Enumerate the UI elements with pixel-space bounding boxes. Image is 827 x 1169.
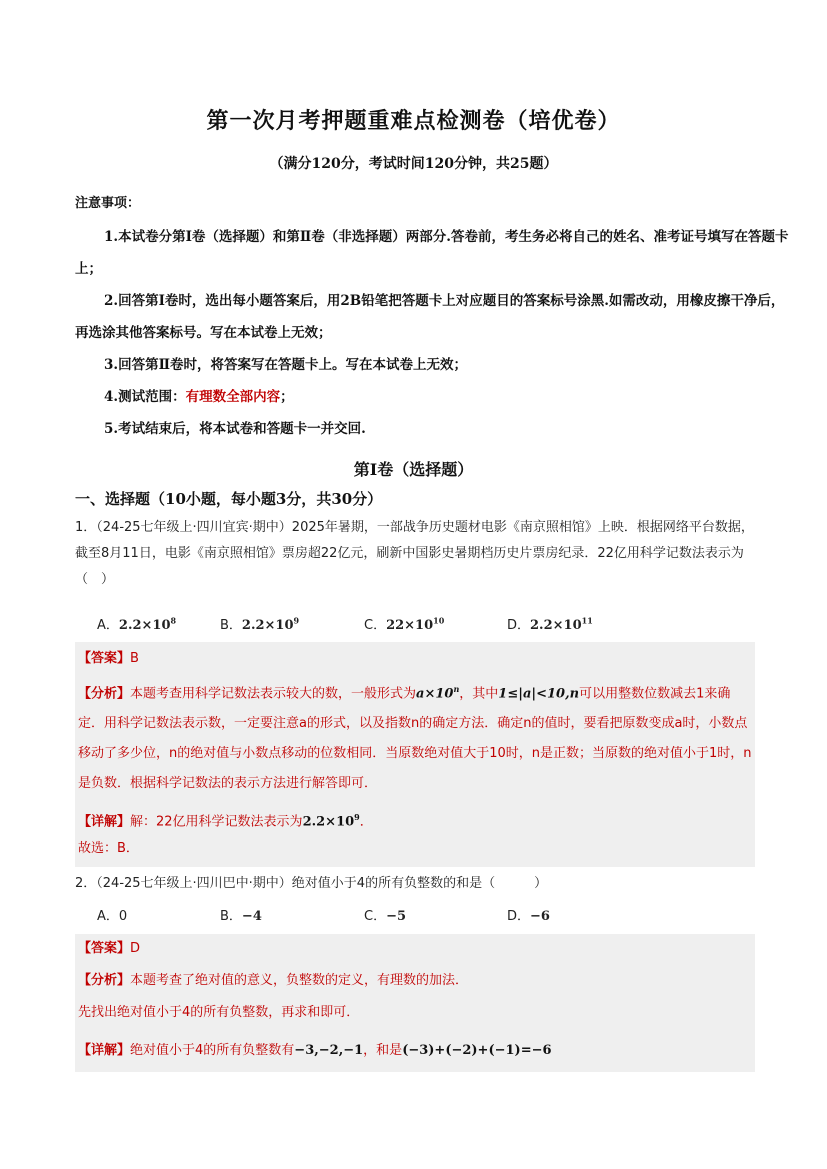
option-b-label: B． bbox=[220, 909, 242, 924]
option-a-label: A． bbox=[97, 618, 119, 633]
question-1-solution-box bbox=[75, 642, 755, 867]
answer-value: D bbox=[130, 941, 141, 956]
analysis-tag: 【分析】 bbox=[78, 973, 131, 988]
option-b bbox=[220, 905, 262, 924]
page-title: 第一次月考押题重难点检测卷（培优卷） bbox=[206, 108, 621, 134]
option-c bbox=[364, 905, 406, 924]
answer-tag: 【答案】 bbox=[78, 651, 131, 666]
option-b-exponent: 9 bbox=[293, 615, 300, 626]
note-item-3: 3.回答第Ⅱ卷时，将答案写在答题卡上。写在本试卷上无效； bbox=[104, 357, 467, 373]
analysis-form: a×10 bbox=[416, 686, 454, 702]
question-2-text: 2．（24-25七年级上·四川巴中·期中）绝对值小于4的所有负整数的和是（ ） bbox=[75, 876, 548, 891]
note-item-5: 5.考试结束后，将本试卷和答题卡一并交回. bbox=[104, 421, 366, 437]
q2-analysis bbox=[78, 966, 752, 996]
option-d bbox=[507, 614, 593, 633]
detail-numbers: −3,−2,−1 bbox=[294, 1043, 364, 1058]
option-d-value: −6 bbox=[530, 909, 550, 924]
analysis-tag: 【分析】 bbox=[78, 686, 131, 702]
option-a-value: 0 bbox=[118, 909, 128, 924]
option-c-label: C． bbox=[364, 909, 387, 924]
analysis-text-1: 本题考查用科学记数法表示较大的数，一般形式为 bbox=[130, 686, 417, 702]
option-a-label: A． bbox=[97, 909, 119, 924]
answer-value: B bbox=[130, 651, 139, 666]
analysis-text: 本题考查了绝对值的意义，负整数的定义，有理数的加法． bbox=[130, 973, 469, 988]
q1-answer bbox=[78, 644, 752, 674]
option-b-label: B． bbox=[220, 618, 242, 633]
detail-tag: 【详解】 bbox=[78, 1043, 131, 1058]
option-d bbox=[507, 905, 550, 924]
option-d-label: D． bbox=[507, 618, 531, 633]
analysis-text-2: ，其中 bbox=[459, 686, 499, 702]
option-a-mantissa: 2.2×10 bbox=[118, 618, 171, 633]
analysis-condition: 1≤|a|<10,n bbox=[498, 686, 580, 702]
analysis-text-3: 可以用整数位数减去1来确定．用科学记数法表示数，一定要注意a的形式，以及指数n的确定方法．确定n的值时，要看把原数变成a时，小数点移动了多少位，n的绝对值与小数点移动的位数相同．当原数绝对值大于10时，n是正数；当原数的绝对值小于1时，n是负数．根据科学记数法的表示方法进行解答即可． bbox=[78, 686, 752, 792]
option-c-label: C． bbox=[364, 618, 387, 633]
option-c-mantissa: 22×10 bbox=[386, 618, 434, 633]
note-item-1: 1.本试卷分第Ⅰ卷（选择题）和第Ⅱ卷（非选择题）两部分.答卷前，考生务必将自己的姓名、准考证号填写在答题卡上； bbox=[75, 229, 789, 277]
option-d-mantissa: 2.2×10 bbox=[530, 618, 582, 633]
analysis-form-exp: n bbox=[453, 684, 460, 694]
q1-analysis bbox=[78, 674, 752, 799]
note-item-4-prefix: 4.测试范围： bbox=[104, 389, 186, 405]
q2-answer bbox=[78, 934, 752, 964]
q2-detail bbox=[78, 1036, 752, 1066]
exam-subtitle: （满分120分，考试时间120分钟，共25题） bbox=[269, 156, 558, 172]
note-item-4-suffix: ； bbox=[280, 389, 294, 405]
question-1-text: 1．（24-25七年级上·四川宜宾·期中）2025年暑期，一部战争历史题材电影《南京照相馆》上映．根据网络平台数据，截至8月11日，电影《南京照相馆》票房超22亿元，刷新中国影史暑期档历史片票房纪录．22亿用科学记数法表示为（ ） bbox=[75, 520, 754, 587]
q1-detail bbox=[78, 802, 752, 837]
option-c bbox=[364, 614, 444, 633]
detail-tag: 【详解】 bbox=[78, 814, 131, 830]
note-item-4 bbox=[75, 381, 790, 413]
detail-math: 2.2×10 bbox=[302, 814, 355, 830]
option-b-value: −4 bbox=[241, 909, 262, 924]
detail-text: 解：22亿用科学记数法表示为 bbox=[130, 814, 303, 830]
option-a-exponent: 8 bbox=[170, 615, 177, 626]
note-item-2: 2.回答第Ⅰ卷时，选出每小题答案后，用2B铅笔把答题卡上对应题目的答案标号涂黑.如需改动，用橡皮擦干净后，再选涂其他答案标号。写在本试卷上无效； bbox=[75, 293, 785, 341]
notes-heading: 注意事项： bbox=[75, 196, 141, 211]
option-c-value: −5 bbox=[386, 909, 407, 924]
test-scope: 有理数全部内容 bbox=[185, 389, 281, 405]
detail-end: ． bbox=[359, 814, 373, 830]
q2-analysis-2: 先找出绝对值小于4的所有负整数，再求和即可． bbox=[78, 1005, 360, 1020]
option-a bbox=[97, 614, 176, 633]
question-2-solution-box bbox=[75, 934, 755, 1072]
detail-exp: 9 bbox=[354, 812, 360, 822]
detail-sum: (−3)+(−2)+(−1)=−6 bbox=[402, 1043, 552, 1058]
answer-tag: 【答案】 bbox=[78, 941, 131, 956]
question-1-options bbox=[75, 614, 755, 638]
section-title: 第Ⅰ卷（选择题） bbox=[353, 460, 474, 479]
option-a bbox=[97, 905, 127, 924]
option-d-label: D． bbox=[507, 909, 531, 924]
option-b-mantissa: 2.2×10 bbox=[241, 618, 294, 633]
option-b bbox=[220, 614, 299, 633]
part-title: 一、选择题（10小题，每小题3分，共30分） bbox=[75, 490, 383, 508]
option-d-exponent: 11 bbox=[581, 615, 593, 626]
question-2-options bbox=[75, 905, 755, 929]
detail-text-2: ，和是 bbox=[363, 1043, 403, 1058]
q1-conclusion: 故选：B． bbox=[78, 841, 139, 856]
detail-text: 绝对值小于4的所有负整数有 bbox=[130, 1043, 295, 1058]
option-c-exponent: 10 bbox=[433, 615, 445, 626]
